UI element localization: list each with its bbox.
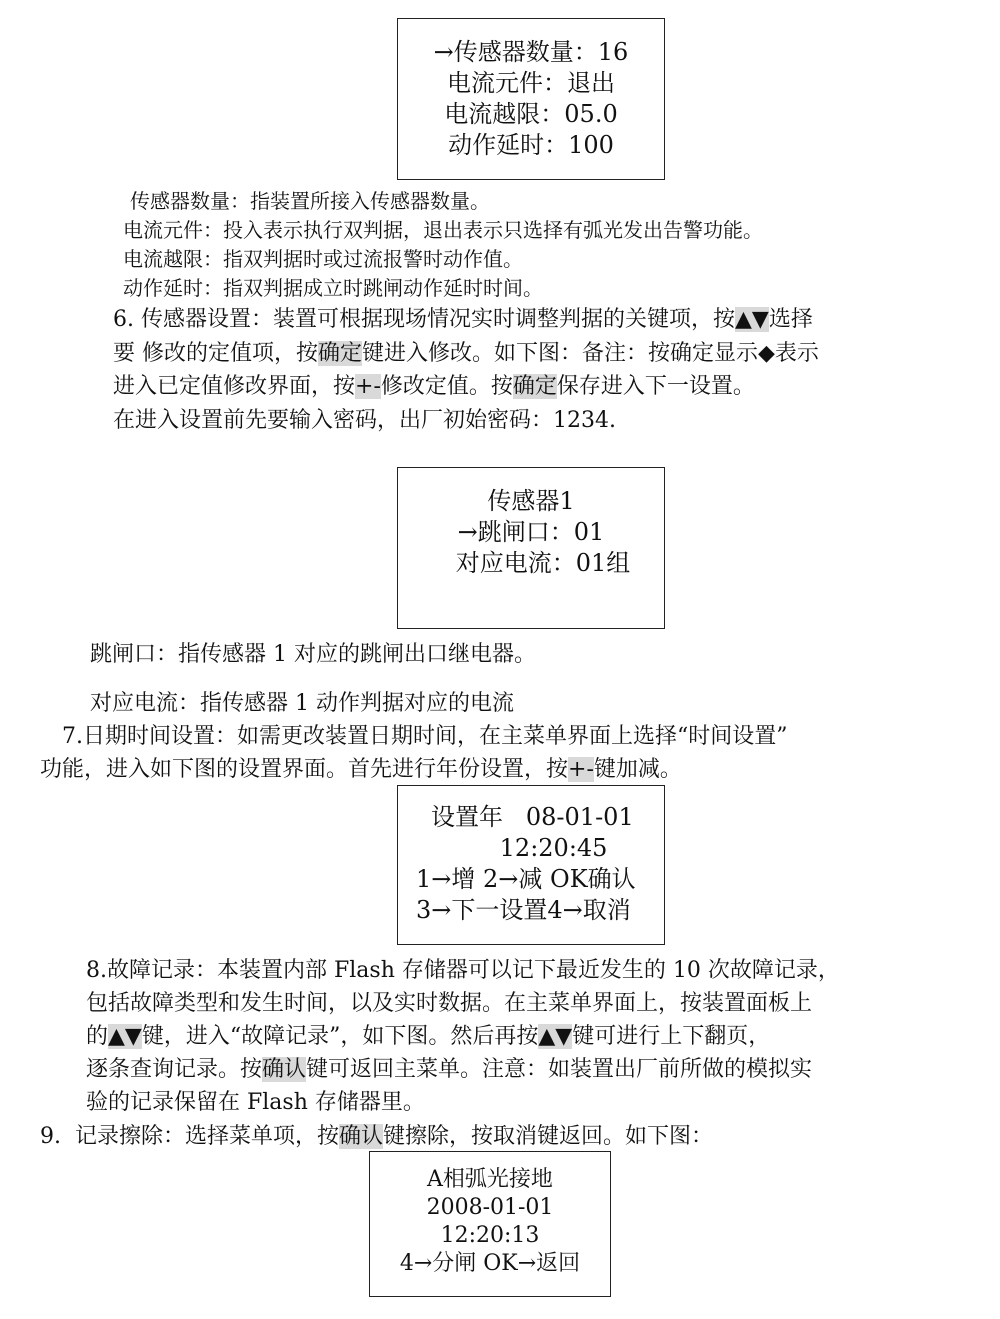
lcd-box-arc-ground-record [369,1151,611,1297]
lcd-box-sensor1 [397,467,665,629]
confirm-key-label: 确定 [512,374,557,399]
section6-line1 [113,302,813,333]
lcd-line: 2008-01-01 [426,1195,554,1220]
section6-line2 [113,336,819,367]
section6-line4: 在进入设置前先要输入密码，出厂初始密码：1234. [113,408,616,433]
text: 逐条查询记录。按 [86,1057,263,1082]
lcd-line: 对应电流：01组 [431,549,631,577]
lcd-line: 3→下一设置4→取消 [416,896,631,924]
text: 键可返回主菜单。注意：如装置出厂前所做的模拟实 [306,1057,813,1082]
lcd-box-set-year [397,785,665,945]
section7-line2 [40,752,682,783]
definition-trip-port: 跳闸口：指传感器 1 对应的跳闸出口继电器。 [90,642,536,667]
lcd-line: 12:20:45 [431,834,608,862]
arrow-keys-glyph: ▲▼ [108,1024,142,1049]
lcd-box-sensor-summary [397,18,665,180]
text: 键擦除，按取消键返回。如下图： [383,1124,714,1149]
section7-line1: 7.日期时间设置：如需更改装置日期时间，在主菜单界面上选择“时间设置” [62,724,788,749]
section8-line5: 验的记录保留在 Flash 存储器里。 [86,1090,425,1115]
text: 要 修改的定值项，按 [113,341,318,366]
arrow-keys-glyph: ▲▼ [735,307,769,332]
text: 的 [86,1024,109,1049]
text: 9. 记录擦除：选择菜单项，按 [40,1124,339,1149]
lcd-line: A相弧光接地 [427,1167,553,1192]
section6-line3 [113,369,755,400]
plusminus-key-label: +- [355,374,381,399]
definition-current-element: 电流元件：投入表示执行双判据，退出表示只选择有弧光发出告警功能。 [123,218,763,242]
lcd-line: 1→增 2→减 OK确认 [416,865,636,893]
text: 键进入修改。如下图：备注：按确定显示◆表示 [362,341,819,366]
section8-line4 [86,1052,812,1083]
section9-line1 [40,1119,713,1150]
definition-sensor-count: 传感器数量：指装置所接入传感器数量。 [130,189,490,213]
text: 保存进入下一设置。 [556,374,755,399]
definition-action-delay: 动作延时：指双判据成立时跳闸动作延时时间。 [123,276,543,300]
confirm-key-label: 确认 [338,1124,383,1149]
confirm-key-label: 确认 [262,1057,307,1082]
section8-line1: 8.故障记录：本装置内部 Flash 存储器可以记下最近发生的 10 次故障记录， [86,958,840,983]
lcd-line: 电流越限：05.0 [444,100,618,128]
section8-line2: 包括故障类型和发生时间，以及实时数据。在主菜单界面上，按装置面板上 [86,991,813,1016]
lcd-line: 设置年 08-01-01 [431,803,634,831]
text: 6. 传感器设置：装置可根据现场情况实时调整判据的关键项，按 [113,307,735,332]
text: 功能，进入如下图的设置界面。首先进行年份设置，按 [40,757,569,782]
lcd-line: 4→分闸 OK→返回 [399,1251,581,1276]
arrow-keys-glyph: ▲▼ [538,1024,573,1049]
section8-line3 [86,1019,770,1050]
text: 键可进行上下翻页， [572,1024,771,1049]
text: 键加减。 [593,757,682,782]
text: 修改定值。按 [380,374,513,399]
lcd-line: →传感器数量：16 [433,38,629,66]
confirm-key-label: 确定 [318,341,363,366]
text: 键，进入“故障记录”，如下图。然后再按 [141,1024,539,1049]
lcd-line: →跳闸口：01 [457,518,605,546]
definition-current-limit: 电流越限：指双判据时或过流报警时动作值。 [123,247,523,271]
text: 选择 [768,307,813,332]
lcd-line: 动作延时：100 [448,131,614,159]
lcd-line: 12:20:13 [440,1223,540,1248]
text: 进入已定值修改界面，按 [113,374,356,399]
lcd-line: 电流元件：退出 [447,69,615,97]
definition-corresponding-current: 对应电流：指传感器 1 动作判据对应的电流 [90,691,514,716]
lcd-line: 传感器1 [487,487,575,515]
plusminus-key-label: +- [568,757,594,782]
